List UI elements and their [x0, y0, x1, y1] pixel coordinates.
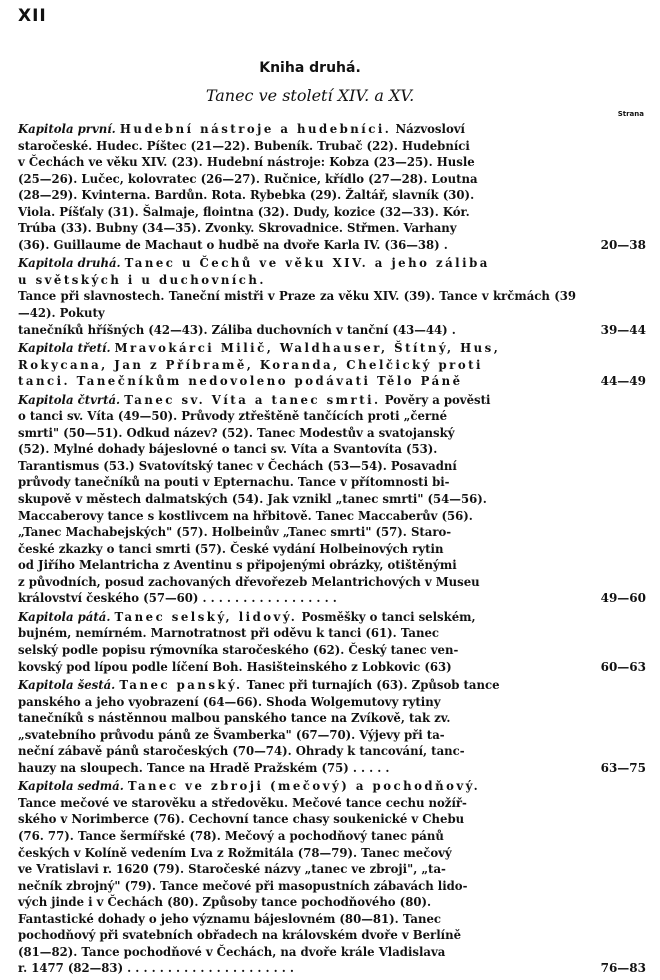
page-range: 39—44	[600, 322, 646, 337]
toc-line: nečník zbrojný" (79). Tance mečové při masopustních zábavách lido-	[18, 878, 468, 893]
toc-entry-text	[18, 609, 576, 675]
toc-line: hauzy na sloupech. Tance na Hradě Pražském (75) . . . . .	[18, 760, 390, 775]
toc-entry	[18, 340, 646, 390]
chapter-title: Hudební nástroje a hudebníci.	[119, 122, 392, 136]
page-range: 63—75	[600, 760, 646, 775]
page-range: 44—49	[600, 374, 646, 389]
toc-line: (81—82). Tance pochodňové v Čechách, na dvoře krále Vladislava	[18, 944, 446, 959]
toc-entry-text	[18, 392, 576, 607]
toc-line: českých v Kolíně vedením Lva z Rožmitála (78—79). Tanec mečový	[18, 845, 452, 860]
book-subtitle: Tanec ve století XIV. a XV.	[205, 86, 415, 105]
toc-line: o tanci sv. Víta (49—50). Průvody ztřeštěně tančících proti „černé	[18, 409, 448, 424]
toc-entry	[18, 255, 646, 338]
toc-line: Fantastické dohady o jeho významu bájeslovném (80—81). Tanec	[18, 911, 442, 926]
toc-line: (52). Mylné dohady bájeslovné o tanci sv. Víta a Svantovíta (53).	[18, 442, 438, 457]
toc-line: „Tanec Machabejských" (57). Holbeinův „Tanec smrti" (57). Staro-	[18, 525, 452, 540]
chapter-heading: Kapitola čtvrtá.	[18, 392, 121, 407]
toc-line: (28—29). Kvinterna. Bardůn. Rota. Rybebka (29). Žaltář, slavník (30).	[18, 188, 475, 203]
chapter-title: Tanec selský, lidový.	[114, 609, 298, 624]
toc-line: v Čechách ve věku XIV. (23). Hudební nástroje: Kobza (23—25). Husle	[18, 155, 475, 170]
toc-entry-text	[18, 677, 576, 776]
toc-entry	[18, 121, 646, 253]
toc-line: (76. 77). Tance šermířské (78). Mečový a pochodňový tanec pánů	[18, 828, 444, 843]
toc-line: Tanec při turnajích (63). Způsob tance	[246, 678, 500, 693]
toc-line: smrti" (50—51). Odkud název? (52). Tanec Modestův a svatojanský	[18, 425, 455, 440]
toc-line: „svatebního průvodu pánů ze Švamberka" (67—70). Výjevy při ta-	[18, 727, 445, 742]
toc-line: Tance mečové ve starověku a středověku. Mečové tance cechu nožíř-	[18, 795, 467, 810]
page-column-label: Strana	[617, 110, 644, 118]
chapter-heading: Kapitola šestá.	[18, 678, 116, 693]
toc-entry	[18, 609, 646, 675]
chapter-heading: Kapitola pátá.	[18, 609, 111, 624]
book-title: Kniha druhá.	[259, 60, 361, 76]
chapter-heading: Kapitola druhá.	[18, 256, 121, 271]
toc-line: Trúba (33). Bubny (34—35). Zvonky. Skrovadnice. Střmen. Varhany	[18, 221, 457, 236]
toc-entry-first-line	[18, 340, 576, 357]
toc-line: ského v Norimberce (76). Cechovní tance chasy soukenické v Chebu	[18, 812, 465, 827]
toc-line: Posměšky o tanci selském,	[301, 609, 476, 624]
toc-line: Rokycana, Jan z Příbramě, Koranda, Chelčický proti	[18, 357, 483, 372]
toc-line: neční zábavě pánů staročeských (70—74). Ohrady k tancování, tanc-	[18, 744, 465, 759]
chapter-title: Tanec u Čechů ve věku XIV. a jeho záliba	[124, 256, 490, 271]
toc-line: vých jinde i v Čechách (80). Způsoby tance pochodňového (80).	[18, 895, 432, 910]
toc-line: průvody tanečníků na pouti v Epternachu. Tance v přítomnosti bi-	[18, 475, 450, 490]
toc-entry-first-line	[18, 121, 576, 138]
toc-line: pochodňový při svatebních obřadech na královském dvoře v Berlíně	[18, 928, 462, 943]
toc-line: od Jiřího Melantricha z Aventinu s připojenými obrázky, otištěnými	[18, 558, 457, 573]
toc-line: české zkazky o tanci smrti (57). České vydání Holbeinových rytin	[18, 541, 444, 556]
toc-line: r. 1477 (82—83) . . . . . . . . . . . . . . . . . . . . .	[18, 961, 294, 976]
toc-line: Maccaberovy tance s kostlivcem na hřbitově. Tanec Maccaberův (56).	[18, 508, 473, 523]
chapter-title: Tanec panský.	[119, 678, 243, 693]
chapter-heading: Kapitola sedmá.	[18, 779, 124, 794]
toc-line: Názvosloví	[395, 122, 465, 136]
toc-entry-first-line	[18, 255, 576, 272]
page-range: 20—38	[600, 237, 646, 252]
page-range: 49—60	[600, 591, 646, 606]
toc-entry-text	[18, 340, 576, 390]
toc-line: Tance při slavnostech. Taneční mistři v Praze za věku XIV. (39). Tance v krčmách (39—42). Pokuty	[18, 289, 576, 321]
toc-line: z původních, posud zachovaných dřevořezeb Melantrichových v Museu	[18, 574, 480, 589]
chapter-title: Mravokárci Milič, Waldhauser, Štítný, Hus,	[114, 341, 501, 356]
toc-entry-text	[18, 778, 576, 977]
page-number: XII	[18, 6, 47, 26]
toc-line: království českého (57—60) . . . . . . . . . . . . . . . . .	[18, 591, 337, 606]
toc-line: staročeské. Hudec. Píštec (21—22). Bubeník. Trubač (22). Hudebníci	[18, 138, 470, 153]
toc-entry-text	[18, 121, 576, 253]
toc-line: u světských i u duchovních.	[18, 272, 266, 287]
toc-line: bujném, nemírném. Marnotratnost při oděvu k tanci (61). Tanec	[18, 626, 440, 641]
toc-line: ve Vratislavi r. 1620 (79). Staročeské názvy „tanec ve zbroji", „ta-	[18, 862, 446, 877]
page-range: 60—63	[600, 659, 646, 674]
table-of-contents	[18, 121, 646, 979]
toc-line: Pověry a pověsti	[384, 392, 491, 407]
toc-line: (25—26). Lučec, kolovratec (26—27). Ručnice, křídlo (27—28). Loutna	[18, 171, 478, 186]
toc-entry-text	[18, 255, 576, 338]
chapter-heading: Kapitola první.	[18, 122, 116, 136]
chapter-title: Tanec sv. Víta a tanec smrti.	[124, 392, 381, 407]
page-range: 76—83	[600, 961, 646, 976]
toc-line: Viola. Píšťaly (31). Šalmaje, flointna (32). Dudy, kozice (32—33). Kór.	[18, 204, 470, 219]
toc-entry-first-line	[18, 778, 576, 795]
chapter-heading: Kapitola třetí.	[18, 341, 111, 356]
toc-entry	[18, 677, 646, 776]
toc-line: tanečníků hříšných (42—43). Záliba duchovních v tanční (43—44) .	[18, 322, 456, 337]
toc-line: tanci. Tanečníkům nedovoleno podávati Tělo Páně	[18, 374, 463, 389]
toc-entry	[18, 392, 646, 607]
chapter-title: Tanec ve zbroji (mečový) a pochodňový.	[127, 779, 481, 794]
toc-entry-first-line	[18, 677, 576, 694]
toc-entry	[18, 778, 646, 977]
toc-line: panského a jeho vyobrazení (64—66). Shoda Wolgemutovy rytiny	[18, 694, 441, 709]
toc-line: (36). Guillaume de Machaut o hudbě na dvoře Karla IV. (36—38) .	[18, 237, 448, 252]
toc-line: skupově v městech dalmatských (54). Jak vznikl „tanec smrti" (54—56).	[18, 492, 487, 507]
toc-line: selský podle popisu rýmovníka staročeského (62). Český tanec ven-	[18, 642, 459, 657]
toc-entry-first-line	[18, 392, 576, 409]
toc-line: kovský pod lípou podle líčení Boh. Hasišteinského z Lobkovic (63)	[18, 659, 452, 674]
toc-line: tanečníků s nástěnnou malbou panského tance na Zvíkově, tak zv.	[18, 711, 451, 726]
toc-entry-first-line	[18, 609, 576, 626]
toc-line: Tarantismus (53.) Svatovítský tanec v Čechách (53—54). Posavadní	[18, 458, 457, 473]
